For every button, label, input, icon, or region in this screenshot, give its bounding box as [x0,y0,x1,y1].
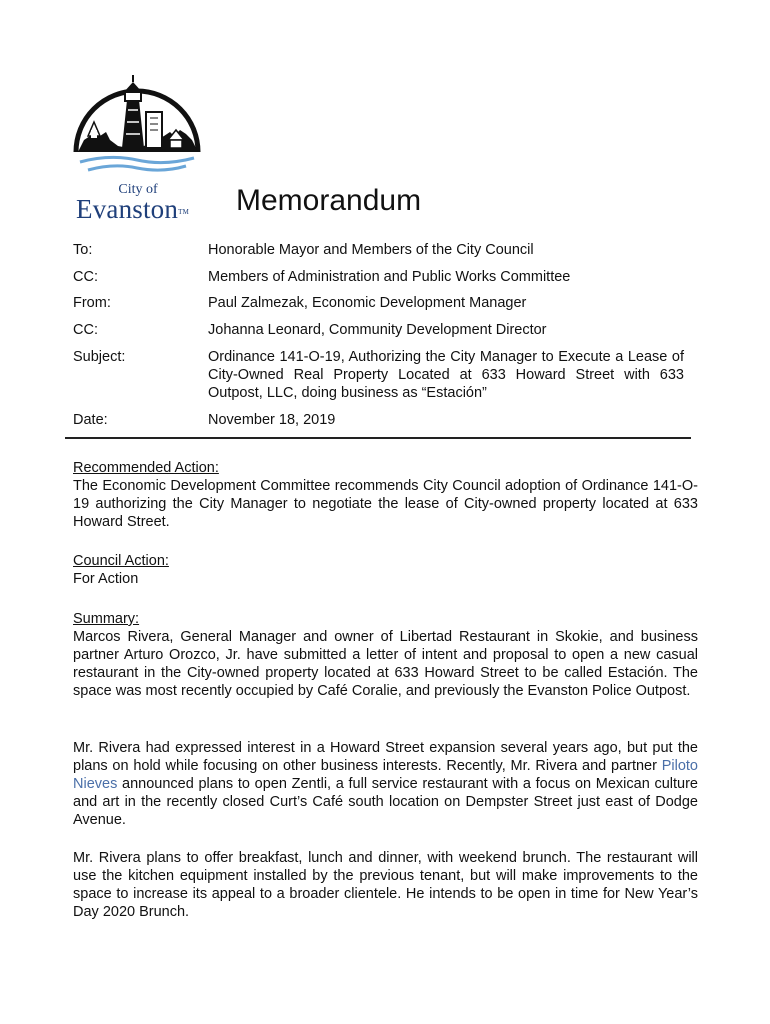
subject-value: Ordinance 141-O-19, Authorizing the City Manager to Execute a Lease of City-Owned Real Property Located at 633 Howard Street with 633 Outpost, LLC, doing business as “Estación” [208,349,684,401]
summary-section [73,610,698,700]
recommended-action-body: The Economic Development Committee recommends City Council adoption of Ordinance 141-O-19 authorizing the City Manager to negotiate the lease of City-owned property located at 633 Howard Street. [73,478,698,530]
summary-paragraph-3 [73,849,698,921]
paragraph-2-before: Mr. Rivera had expressed interest in a Howard Street expansion several years ago, but put the plans on hold while focusing on other business interests. Recently, Mr. Rivera and partner [73,740,698,774]
council-action-body: For Action [73,571,139,587]
cc2-value: Johanna Leonard, Community Development Director [208,322,547,338]
logo-evanston-word: Evanston [76,194,179,224]
council-action-section [73,552,698,588]
summary-paragraph-2 [73,739,698,829]
from-label: From: [73,295,111,311]
summary-paragraph-1: Marcos Rivera, General Manager and owner of Libertad Restaurant in Skokie, and business partner Arturo Orozco, Jr. have submitted a letter of intent and proposal to open a new casual restaurant in the City-owned property located at 633 Howard Street to be called Estación. The space was most recently occupied by Café Coralie, and previously the Evanston Police Outpost. [73,629,698,699]
recommended-action-section [73,459,698,531]
cc2-label: CC: [73,322,98,338]
lighthouse-emblem-icon [70,70,204,180]
paragraph-2-after: announced plans to open Zentli, a full service restaurant with a focus on Mexican culture and art in the recently closed Curt’s Café south location on Dempster Street just east of Dodge Avenue. [73,776,698,828]
to-label: To: [73,242,93,258]
header-divider [65,437,691,439]
subject-label: Subject: [73,349,126,365]
council-action-heading: Council Action: [73,553,169,569]
date-value: November 18, 2019 [208,412,336,428]
logo-city-of-text: City of [118,182,158,197]
cc1-label: CC: [73,269,98,285]
to-value: Honorable Mayor and Members of the City Council [208,242,534,258]
piloto-nieves-link[interactable]: Piloto Nieves [73,758,698,792]
from-value: Paul Zalmezak, Economic Development Manager [208,295,527,311]
summary-paragraph-3-text: Mr. Rivera plans to offer breakfast, lunch and dinner, with weekend brunch. The restaurant will use the kitchen equipment installed by the previous tenant, but will make improvements to the space to increase its appeal to a broader clientele. He intends to be open in time for New Year’s Day 2020 Brunch. [73,850,698,920]
logo-evanston-text [76,194,189,225]
summary-paragraph-2-text [73,739,698,829]
cc1-value: Members of Administration and Public Works Committee [208,269,571,285]
city-of-evanston-logo [70,70,204,222]
memo-title: Memorandum [236,184,422,217]
recommended-action-heading: Recommended Action: [73,460,219,476]
date-label: Date: [73,412,108,428]
logo-trademark: TM [178,208,189,216]
summary-heading: Summary: [73,611,140,627]
